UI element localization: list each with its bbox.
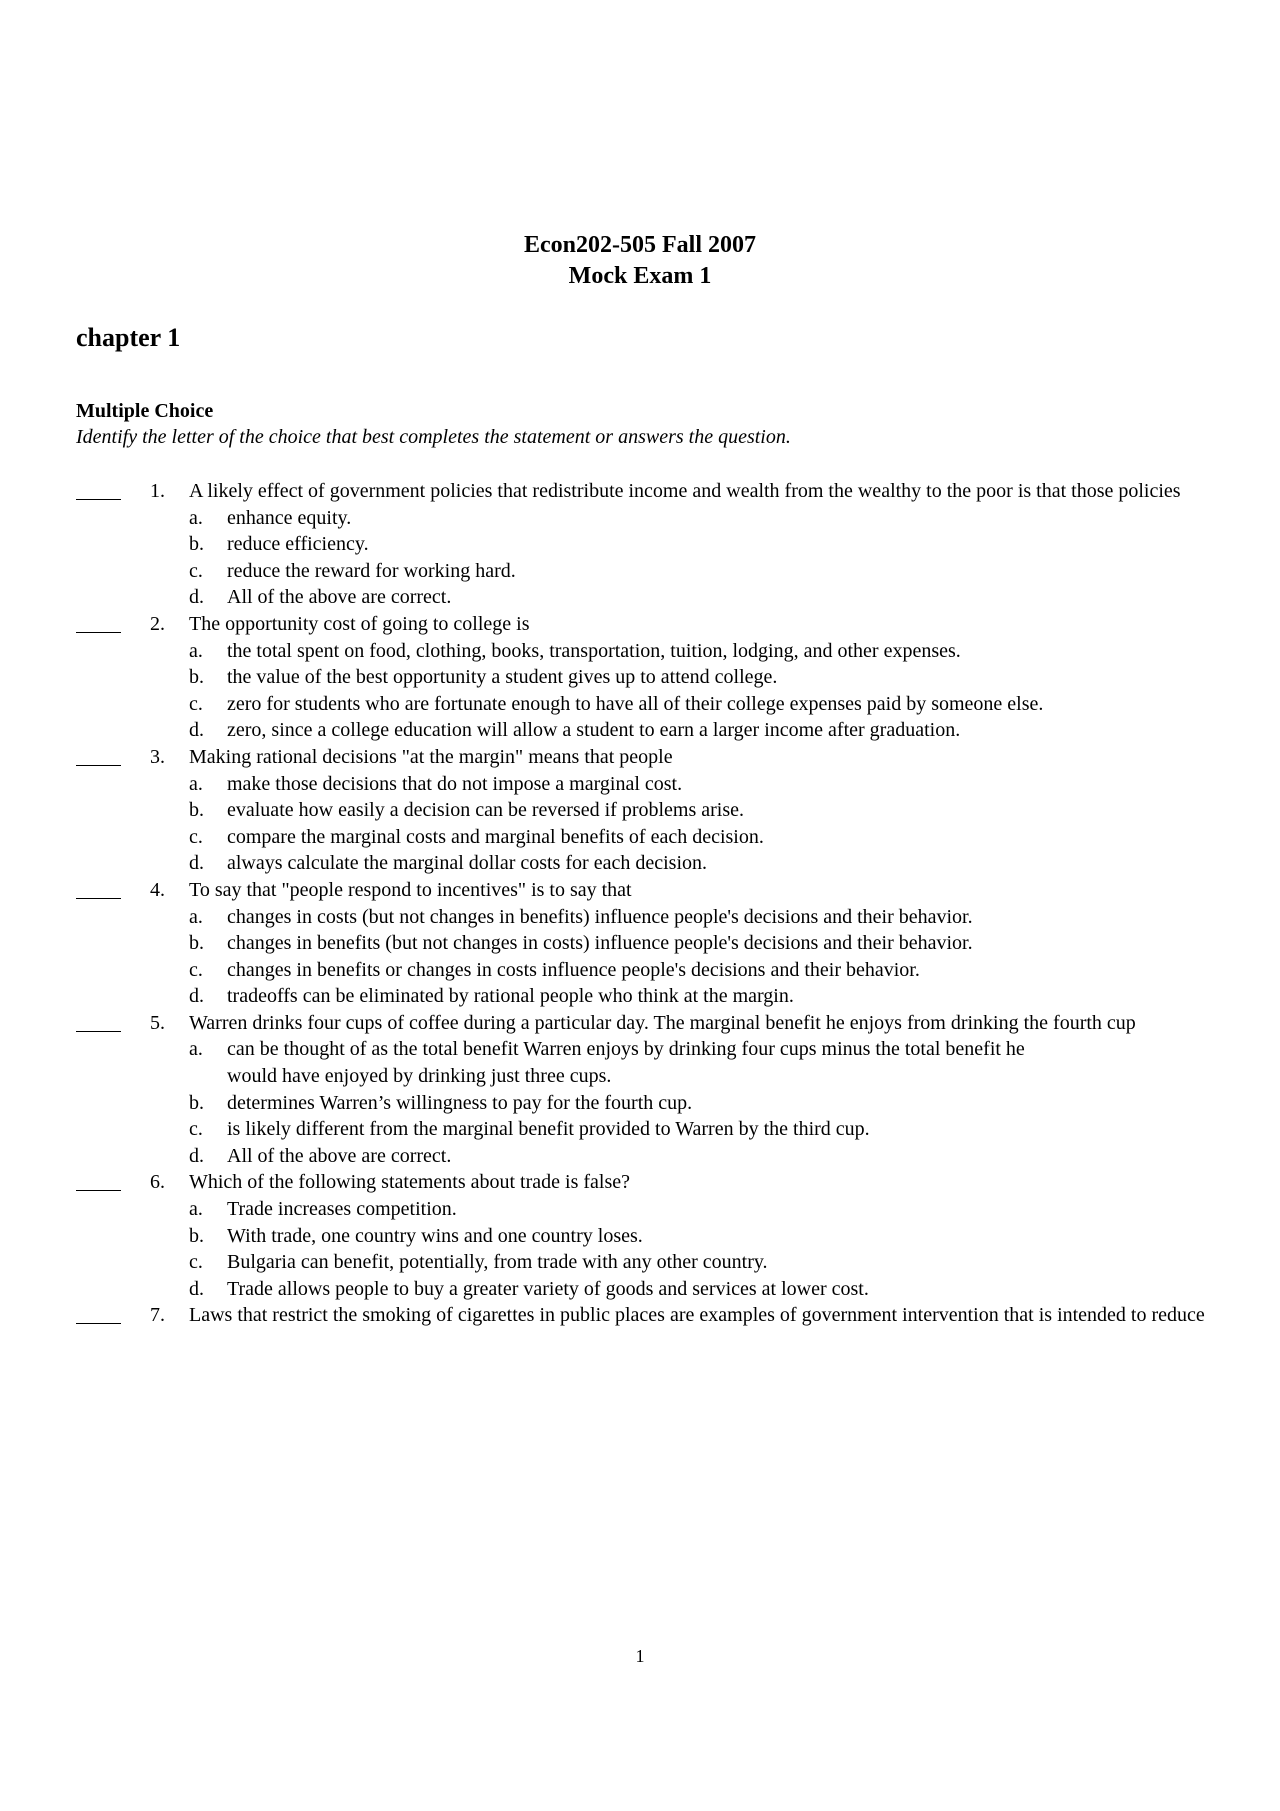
choice-letter: a. [189,1038,203,1061]
answer-choice [0,531,1057,558]
answer-choice [0,850,1057,877]
choice-text: reduce efficiency. [227,533,369,556]
question-item [0,611,1280,744]
choice-text: the value of the best opportunity a student gives up to attend college. [227,666,778,689]
answer-choice [0,558,1057,585]
question-stem [0,744,1209,771]
exam-title: Mock Exam 1 [568,263,712,289]
question-text: Making rational decisions "at the margin" means that people [189,745,673,768]
choice-text: evaluate how easily a decision can be reversed if problems arise. [227,799,745,822]
answer-choice [0,904,1057,931]
question-stem [0,478,1209,505]
question-text: To say that "people respond to incentives" is to say that [189,878,632,901]
answer-choice [0,1090,1057,1117]
answer-choice [0,983,1057,1010]
answer-choice [0,1223,1057,1250]
choice-letter: a. [189,1198,203,1221]
choice-letter: c. [189,692,203,715]
choice-letter: b. [189,1091,204,1114]
choice-text: All of the above are correct. [227,586,452,609]
choice-text: enhance equity. [227,506,352,529]
section-instructions: Identify the letter of the choice that best completes the statement or answers the question. [76,426,791,448]
question-text: Laws that restrict the smoking of cigarettes in public places are examples of government intervention that is intended to reduce [189,1304,1205,1327]
exam-title-block [0,230,1280,292]
choice-text: changes in benefits or changes in costs influence people's decisions and their behavior. [227,958,920,981]
choice-letter: d. [189,586,204,609]
course-title: Econ202-505 Fall 2007 [524,232,756,258]
question-list [0,478,1280,1329]
question-number: 1. [150,480,165,502]
choice-letter: b. [189,799,204,822]
answer-choice [0,1196,1057,1223]
answer-choice [0,930,1057,957]
question-number: 3. [150,745,165,768]
choice-letter: b. [189,1224,204,1247]
choice-text: make those decisions that do not impose a marginal cost. [227,772,683,795]
choice-text: changes in benefits (but not changes in costs) influence people's decisions and their behavior. [227,932,973,955]
choice-letter: d. [189,985,204,1008]
answer-choice [0,1249,1057,1276]
choice-text: Bulgaria can benefit, potentially, from trade with any other country. [227,1251,768,1274]
answer-blank[interactable] [76,1302,121,1328]
page-number: 1 [635,1646,645,1666]
choice-letter: a. [189,772,203,795]
choice-text: tradeoffs can be eliminated by rational people who think at the margin. [227,985,794,1008]
question-stem [0,611,1209,638]
question-number: 7. [150,1304,165,1327]
question-item [0,478,1280,611]
choice-list [0,904,1280,1010]
choice-letter: d. [189,852,204,875]
question-number: 4. [150,878,165,901]
choice-text: compare the marginal costs and marginal benefits of each decision. [227,825,764,848]
answer-choice [0,957,1057,984]
choice-list [0,771,1280,877]
answer-choice [0,771,1057,798]
section-heading: Multiple Choice [76,400,214,422]
answer-choice [0,1036,1057,1089]
question-text: A likely effect of government policies that redistribute income and wealth from the wealthy to the poor is that those policies [189,480,1181,502]
question-stem [0,1302,1209,1329]
question-stem [0,1169,1209,1196]
choice-text: can be thought of as the total benefit Warren enjoys by drinking four cups minus the total benefit he would have enjoyed by drinking just three cups. [227,1038,1025,1088]
answer-blank[interactable] [76,1010,121,1036]
choice-letter: a. [189,506,203,529]
choice-list [0,1036,1280,1169]
question-stem [0,1010,1209,1037]
choice-letter: d. [189,719,204,742]
answer-blank[interactable] [76,877,121,903]
choice-letter: c. [189,958,203,981]
choice-text: zero for students who are fortunate enough to have all of their college expenses paid by someone else. [227,692,1044,715]
answer-choice [0,584,1057,611]
chapter-heading: chapter 1 [76,323,181,352]
choice-list [0,638,1280,744]
question-number: 2. [150,612,165,635]
question-item [0,1010,1280,1170]
answer-choice [0,717,1057,744]
choice-letter: c. [189,825,203,848]
choice-letter: c. [189,1251,203,1274]
answer-choice [0,824,1057,851]
question-item [0,1169,1280,1302]
choice-letter: b. [189,932,204,955]
answer-choice [0,1276,1057,1303]
choice-letter: c. [189,559,203,582]
answer-choice [0,797,1057,824]
choice-text: always calculate the marginal dollar costs for each decision. [227,852,707,875]
choice-text: Trade allows people to buy a greater variety of goods and services at lower cost. [227,1277,869,1300]
choice-text: Trade increases competition. [227,1198,457,1221]
question-stem [0,877,1209,904]
choice-text: reduce the reward for working hard. [227,559,516,582]
choice-list [0,505,1280,611]
question-number: 6. [150,1171,165,1194]
answer-blank[interactable] [76,1169,121,1195]
question-number: 5. [150,1011,165,1034]
answer-blank[interactable] [76,611,121,637]
question-item [0,877,1280,1010]
answer-choice [0,691,1057,718]
choice-text: All of the above are correct. [227,1144,452,1167]
choice-list [0,1196,1280,1302]
choice-text: determines Warren’s willingness to pay for the fourth cup. [227,1091,693,1114]
question-text: The opportunity cost of going to college is [189,612,530,635]
choice-letter: d. [189,1144,204,1167]
choice-letter: a. [189,639,203,662]
answer-blank[interactable] [76,478,121,504]
choice-letter: b. [189,666,204,689]
choice-text: With trade, one country wins and one country loses. [227,1224,643,1247]
answer-choice [0,1143,1057,1170]
answer-choice [0,505,1057,532]
question-text: Warren drinks four cups of coffee during a particular day. The marginal benefit he enjoys from drinking the fourth cup [189,1011,1136,1034]
question-item [0,1302,1280,1329]
choice-text: zero, since a college education will allow a student to earn a larger income after graduation. [227,719,961,742]
choice-text: changes in costs (but not changes in benefits) influence people's decisions and their behavior. [227,905,973,928]
question-text: Which of the following statements about trade is false? [189,1171,630,1194]
question-item [0,744,1280,877]
choice-letter: c. [189,1118,203,1141]
choice-text: the total spent on food, clothing, books, transportation, tuition, lodging, and other expenses. [227,639,961,662]
choice-letter: a. [189,905,203,928]
answer-blank[interactable] [76,744,121,770]
answer-choice [0,664,1057,691]
choice-text: is likely different from the marginal benefit provided to Warren by the third cup. [227,1118,870,1141]
choice-letter: d. [189,1277,204,1300]
choice-letter: b. [189,533,204,556]
answer-choice [0,1116,1057,1143]
answer-choice [0,638,1057,665]
